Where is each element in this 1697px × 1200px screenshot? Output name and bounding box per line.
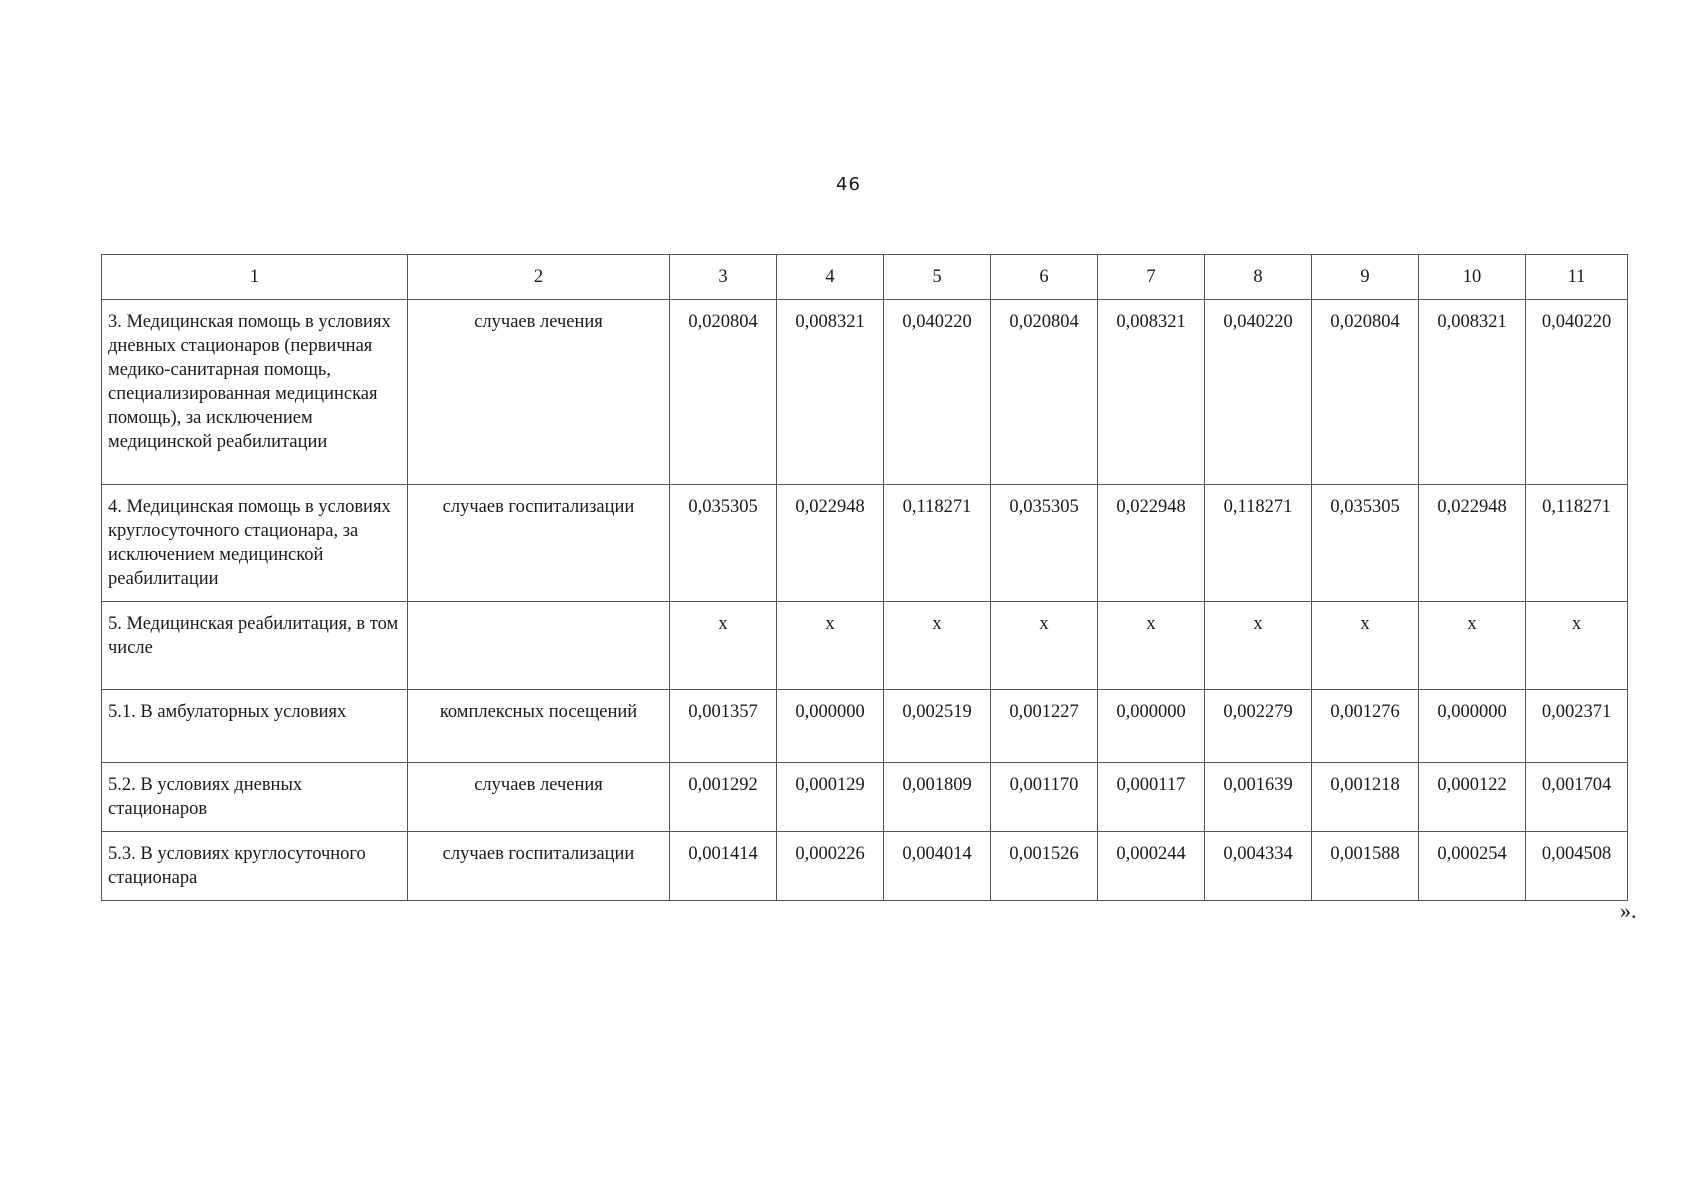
value-cell: 0,008321 [1098, 300, 1205, 485]
value-cell: 0,001639 [1205, 763, 1312, 832]
value-cell: 0,008321 [1419, 300, 1526, 485]
value-cell: 0,020804 [670, 300, 777, 485]
table-row [102, 485, 1628, 602]
value-cell: 0,022948 [1098, 485, 1205, 602]
value-cell: 0,001809 [884, 763, 991, 832]
value-cell: 0,001292 [670, 763, 777, 832]
value-cell: 0,000226 [777, 832, 884, 901]
value-cell: 0,040220 [1205, 300, 1312, 485]
value-cell: 0,000117 [1098, 763, 1205, 832]
value-cell: х [1419, 602, 1526, 690]
value-cell: 0,004014 [884, 832, 991, 901]
value-cell: 0,002519 [884, 690, 991, 763]
row-name: 5.1. В амбулаторных условиях [102, 690, 408, 763]
header-cell: 10 [1419, 255, 1526, 300]
value-cell: х [1205, 602, 1312, 690]
value-cell: 0,020804 [1312, 300, 1419, 485]
row-unit: случаев госпитализации [408, 832, 670, 901]
value-cell: 0,000000 [777, 690, 884, 763]
table-row [102, 602, 1628, 690]
value-cell: 0,004508 [1526, 832, 1628, 901]
value-cell: 0,022948 [777, 485, 884, 602]
row-unit: комплексных посещений [408, 690, 670, 763]
value-cell: 0,040220 [1526, 300, 1628, 485]
table-row [102, 690, 1628, 763]
value-cell: 0,118271 [1526, 485, 1628, 602]
header-cell: 7 [1098, 255, 1205, 300]
header-cell: 4 [777, 255, 884, 300]
value-cell: х [777, 602, 884, 690]
value-cell: 0,000244 [1098, 832, 1205, 901]
value-cell: 0,001218 [1312, 763, 1419, 832]
row-unit: случаев лечения [408, 300, 670, 485]
value-cell: 0,118271 [884, 485, 991, 602]
value-cell: 0,008321 [777, 300, 884, 485]
value-cell: х [1526, 602, 1628, 690]
value-cell: 0,000129 [777, 763, 884, 832]
row-name: 5.3. В условиях круглосуточного стационара [102, 832, 408, 901]
value-cell: х [670, 602, 777, 690]
value-cell: 0,001276 [1312, 690, 1419, 763]
value-cell: 0,000000 [1098, 690, 1205, 763]
header-cell: 5 [884, 255, 991, 300]
header-cell: 11 [1526, 255, 1628, 300]
value-cell: 0,000254 [1419, 832, 1526, 901]
table-row [102, 763, 1628, 832]
value-cell: х [991, 602, 1098, 690]
value-cell: 0,001526 [991, 832, 1098, 901]
row-name: 3. Медицинская помощь в условиях дневных стационаров (первичная медико-санитарная помощь, специализированная медицинская помощь), за исключением медицинской реабилитации [102, 300, 408, 485]
value-cell: 0,004334 [1205, 832, 1312, 901]
value-cell: 0,035305 [670, 485, 777, 602]
value-cell: 0,035305 [991, 485, 1098, 602]
header-row [102, 255, 1628, 300]
value-cell: х [884, 602, 991, 690]
table-row [102, 832, 1628, 901]
row-name: 5. Медицинская реабилитация, в том числе [102, 602, 408, 690]
value-cell: 0,002371 [1526, 690, 1628, 763]
header-cell: 6 [991, 255, 1098, 300]
value-cell: 0,040220 [884, 300, 991, 485]
closing-quote-mark: ». [1620, 898, 1637, 923]
row-unit [408, 602, 670, 690]
value-cell: 0,118271 [1205, 485, 1312, 602]
value-cell: 0,000122 [1419, 763, 1526, 832]
value-cell: 0,002279 [1205, 690, 1312, 763]
value-cell: 0,001704 [1526, 763, 1628, 832]
value-cell: 0,035305 [1312, 485, 1419, 602]
value-cell: 0,001588 [1312, 832, 1419, 901]
value-cell: х [1312, 602, 1419, 690]
row-unit: случаев госпитализации [408, 485, 670, 602]
row-name: 5.2. В условиях дневных стационаров [102, 763, 408, 832]
header-cell: 8 [1205, 255, 1312, 300]
header-cell: 3 [670, 255, 777, 300]
page-number: 46 [836, 174, 861, 195]
value-cell: 0,001170 [991, 763, 1098, 832]
value-cell: х [1098, 602, 1205, 690]
value-cell: 0,022948 [1419, 485, 1526, 602]
norms-table [101, 254, 1628, 901]
value-cell: 0,000000 [1419, 690, 1526, 763]
value-cell: 0,001414 [670, 832, 777, 901]
value-cell: 0,020804 [991, 300, 1098, 485]
header-cell: 1 [102, 255, 408, 300]
header-cell: 2 [408, 255, 670, 300]
value-cell: 0,001227 [991, 690, 1098, 763]
header-cell: 9 [1312, 255, 1419, 300]
table-row [102, 300, 1628, 485]
row-unit: случаев лечения [408, 763, 670, 832]
row-name: 4. Медицинская помощь в условиях круглосуточного стационара, за исключением медицинской реабилитации [102, 485, 408, 602]
value-cell: 0,001357 [670, 690, 777, 763]
